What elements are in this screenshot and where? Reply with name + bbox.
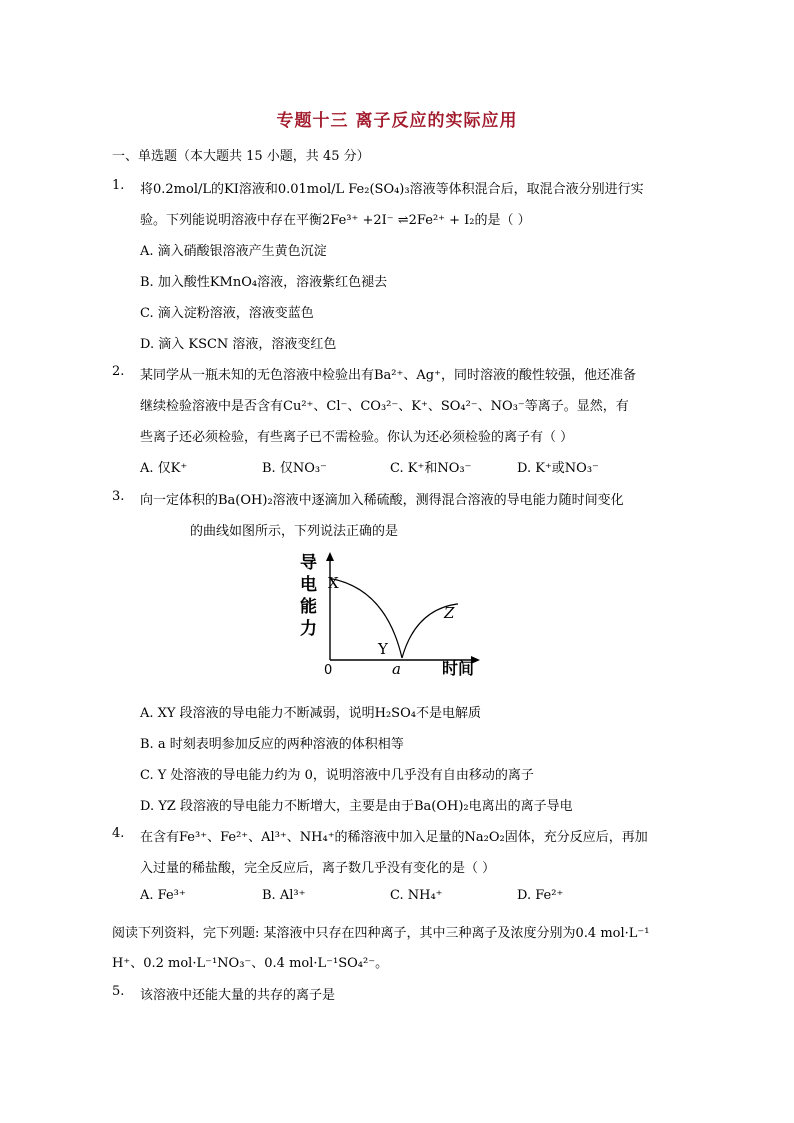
question-number: 1. [112, 178, 125, 193]
question-text-line: 入过量的稀盐酸，完全反应后，离子数几乎没有变化的是（ ） [140, 861, 496, 876]
question-number: 4. [112, 826, 125, 841]
question-text-line: 将0.2mol/L的KI溶液和0.01mol/L Fe₂(SO₄)₃溶液等体积混合后，取混合液分别进行实 [140, 182, 644, 197]
option-d: D. YZ 段溶液的导电能力不断增大，主要是由于Ba(OH)₂电离出的离子导电 [140, 799, 573, 814]
x-label: 时间 [442, 659, 475, 678]
point-y-label: Y [378, 640, 388, 658]
option-d: D. Fe²⁺ [517, 888, 564, 903]
question-text-line: 的曲线如图所示，下列说法正确的是 [190, 524, 399, 539]
y-label-char-2: 电 [300, 575, 317, 595]
page-title: 专题十三 离子反应的实际应用 [276, 111, 518, 131]
y-label-char-4: 力 [300, 619, 317, 639]
option-a: A. XY 段溶液的导电能力不断减弱，说明H₂SO₄不是电解质 [140, 706, 481, 721]
question-number: 3. [112, 489, 125, 504]
question-text-line: 在含有Fe³⁺、Fe²⁺、Al³⁺、NH₄⁺的稀溶液中加入足量的Na₂O₂固体，充分反应后，再加 [140, 830, 648, 845]
y-label-char-1: 导 [300, 553, 317, 573]
origin-label: 0 [324, 663, 333, 678]
question-text-line: 些离子还必须检验，有些离子已不需检验。你认为还必须检验的离子有（ ） [140, 430, 574, 445]
option-a: A. 仅K⁺ [140, 461, 188, 476]
question-number: 2. [112, 364, 125, 379]
option-b: B. a 时刻表明参加反应的两种溶液的体积相等 [140, 737, 404, 752]
point-x-label: X [328, 574, 339, 592]
question-text-line: 向一定体积的Ba(OH)₂溶液中逐滴加入稀硫酸，测得混合溶液的导电能力随时间变化 [140, 493, 624, 508]
reading-material-line: H⁺、0.2 mol·L⁻¹NO₃⁻、0.4 mol·L⁻¹SO₄²⁻。 [112, 956, 389, 971]
option-a: A. 滴入硝酸银溶液产生黄色沉淀 [140, 244, 327, 259]
question-text-line: 某同学从一瓶未知的无色溶液中检验出有Ba²⁺、Ag⁺，同时溶液的酸性较强，他还准备 [140, 368, 636, 383]
curve-xy [330, 578, 402, 658]
section-heading: 一、单选题（本大题共 15 小题，共 45 分） [112, 149, 370, 164]
option-c: C. K⁺和NO₃⁻ [390, 461, 472, 476]
option-c: C. 滴入淀粉溶液，溶液变蓝色 [140, 306, 314, 321]
option-d: D. 滴入 KSCN 溶液，溶液变红色 [140, 337, 337, 352]
x-mark-a-label: a [392, 660, 401, 678]
question-text-line: 验。下列能说明溶液中存在平衡2Fe³⁺ +2I⁻ ⇌2Fe²⁺ + I₂的是（ ） [140, 213, 531, 228]
question-text-line: 继续检验溶液中是否含有Cu²⁺、Cl⁻、CO₃²⁻、K⁺、SO₄²⁻、NO₃⁻等离子。显然，有 [140, 399, 629, 414]
option-c: C. Y 处溶液的导电能力约为 0，说明溶液中几乎没有自由移动的离子 [140, 768, 534, 783]
option-b: B. Al³⁺ [262, 888, 306, 903]
question-text-line: 该溶液中还能大量的共存的离子是 [140, 988, 336, 1003]
option-b: B. 仅NO₃⁻ [262, 461, 327, 476]
option-d: D. K⁺或NO₃⁻ [517, 461, 599, 476]
y-axis-arrow [326, 552, 334, 561]
point-z-label: Z [444, 604, 455, 622]
option-c: C. NH₄⁺ [390, 888, 443, 903]
question-number: 5. [112, 984, 125, 999]
conductivity-chart [298, 548, 488, 678]
option-b: B. 加入酸性KMnO₄溶液，溶液紫红色褪去 [140, 275, 388, 290]
reading-material-line: 阅读下列资料，完下列题: 某溶液中只存在四种离子，其中三种离子及浓度分别为0.4 mol·L⁻¹ [112, 926, 650, 941]
y-label-char-3: 能 [300, 597, 317, 617]
option-a: A. Fe³⁺ [140, 888, 186, 903]
